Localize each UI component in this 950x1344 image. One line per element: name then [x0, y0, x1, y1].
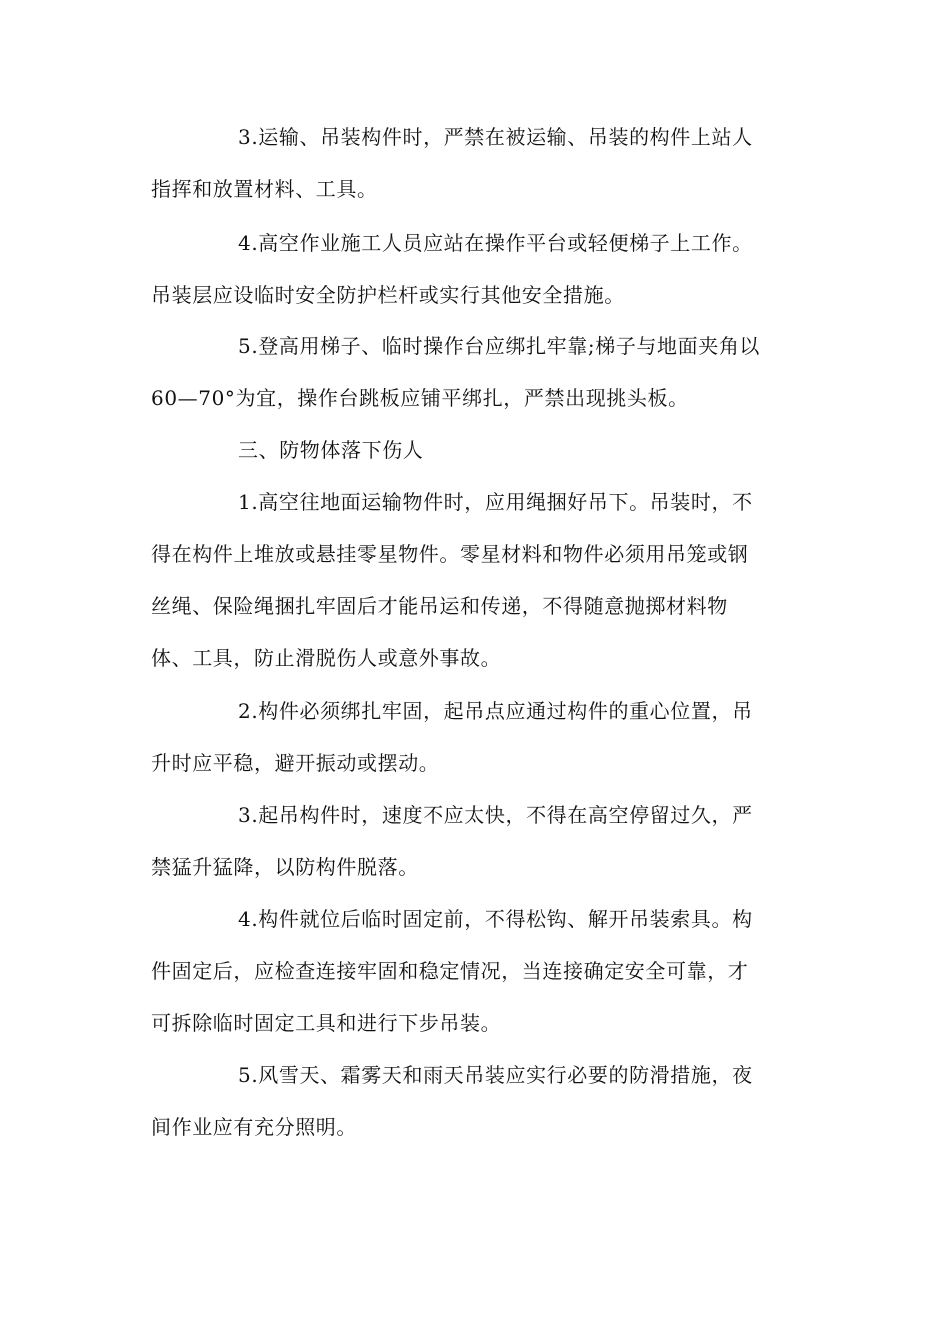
paragraph-line: 5.登高用梯子、临时操作台应绑扎牢靠;梯子与地面夹角以	[238, 334, 761, 358]
paragraph-line: 升时应平稳，避开振动或摆动。	[151, 751, 440, 775]
paragraph-line: 体、工具，防止滑脱伤人或意外事故。	[151, 646, 502, 670]
paragraph-line: 吊装层应设临时安全防护栏杆或实行其他安全措施。	[151, 283, 625, 307]
paragraph-line: 4.构件就位后临时固定前，不得松钩、解开吊装索具。构	[238, 907, 753, 931]
paragraph-line: 可拆除临时固定工具和进行下步吊装。	[151, 1011, 502, 1035]
paragraph-line: 3.起吊构件时，速度不应太快，不得在高空停留过久，严	[238, 803, 753, 827]
paragraph-line: 4.高空作业施工人员应站在操作平台或轻便梯子上工作。	[238, 231, 753, 255]
paragraph-line: 指挥和放置材料、工具。	[151, 177, 378, 201]
paragraph-line: 3.运输、吊装构件时，严禁在被运输、吊装的构件上站人	[238, 125, 753, 149]
paragraph-line: 丝绳、保险绳捆扎牢固后才能吊运和传递，不得随意抛掷材料物	[151, 594, 728, 618]
paragraph-line: 件固定后，应检查连接牢固和稳定情况，当连接确定安全可靠，才	[151, 959, 749, 983]
paragraph-line: 2.构件必须绑扎牢固，起吊点应通过构件的重心位置，吊	[238, 699, 753, 723]
paragraph-line: 60—70°为宜，操作台跳板应铺平绑扎，严禁出现挑头板。	[151, 386, 689, 410]
paragraph-line: 禁猛升猛降，以防构件脱落。	[151, 855, 419, 879]
paragraph-line: 1.高空往地面运输物件时，应用绳捆好吊下。吊装时，不	[238, 490, 753, 514]
paragraph-line: 得在构件上堆放或悬挂零星物件。零星材料和物件必须用吊笼或钢	[151, 542, 749, 566]
section-heading: 三、防物体落下伤人	[238, 438, 424, 462]
paragraph-line: 5.风雪天、霜雾天和雨天吊装应实行必要的防滑措施，夜	[238, 1063, 753, 1087]
paragraph-line: 间作业应有充分照明。	[151, 1115, 357, 1139]
